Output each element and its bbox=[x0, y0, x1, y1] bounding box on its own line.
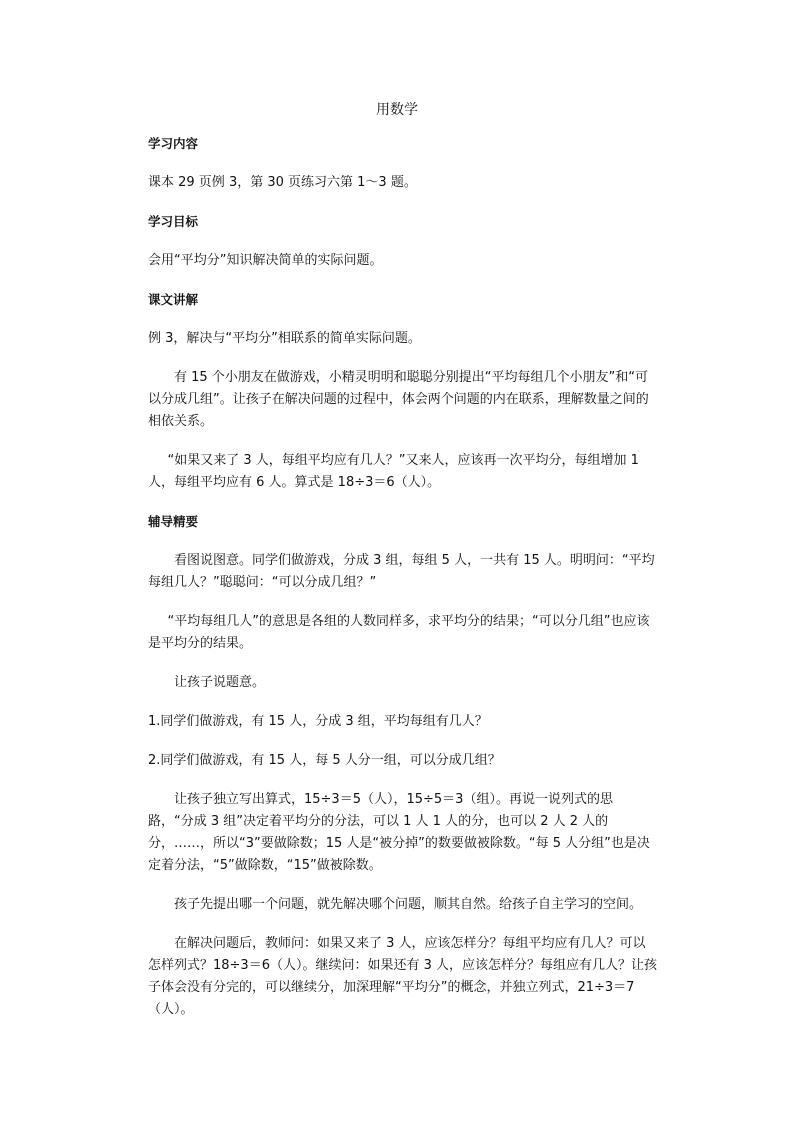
section-heading-learning-content: 学习内容 bbox=[148, 136, 199, 151]
paragraph-after-solving: 在解决问题后，教师问：如果又来了 3 人，应该怎样分？每组平均应有几人？可以怎样列式？18÷3＝6（人）。继续问：如果还有 3 人，应该怎样分？每组应有几人？让孩子体会没有分完的，可以继续分，加深理解“平均分”的概念，并独立列式，21÷3＝7（人）。 bbox=[148, 936, 658, 1017]
document-title: 用数学 bbox=[376, 102, 418, 118]
paragraph-3-more-people: “如果又来了 3 人，每组平均应有几人？”又来人，应该再一次平均分，每组增加 1 人，每组平均应有 6 人。算式是 18÷3＝6（人）。 bbox=[148, 453, 639, 490]
document-body bbox=[148, 133, 658, 1038]
paragraph-average-meaning: “平均每组几人”的意思是各组的人数同样多，求平均分的结果；“可以分几组”也应该是平均分的结果。 bbox=[148, 614, 650, 651]
section-heading-lesson-explanation: 课文讲解 bbox=[148, 292, 199, 307]
paragraph-natural-order: 孩子先提出哪一个问题，就先解决哪个问题，顺其自然。给孩子自主学习的空间。 bbox=[174, 897, 643, 912]
paragraph-picture-meaning: 看图说图意。同学们做游戏，分成 3 组，每组 5 人，一共有 15 人。明明问：“平均每组几人？”聪聪问：“可以分成几组？” bbox=[148, 553, 655, 590]
section-heading-learning-goals: 学习目标 bbox=[148, 214, 199, 229]
paragraph-learning-content: 课本 29 页例 3，第 30 页练习六第 1～3 题。 bbox=[148, 175, 417, 190]
paragraph-15-children: 有 15 个小朋友在做游戏，小精灵明明和聪聪分别提出“平均每组几个小朋友”和“可以分成几组”。让孩子在解决问题的过程中，体会两个问题的内在联系，理解数量之间的相依关系。 bbox=[148, 370, 649, 429]
list-item-question-1: 1.同学们做游戏，有 15 人，分成 3 组，平均每组有几人？ bbox=[148, 714, 488, 729]
paragraph-state-problem: 让孩子说题意。 bbox=[174, 675, 266, 690]
section-heading-tutoring-essentials: 辅导精要 bbox=[148, 514, 199, 529]
paragraph-example-3: 例 3，解决与“平均分”相联系的简单实际问题。 bbox=[148, 331, 421, 346]
list-item-question-2: 2.同学们做游戏，有 15 人，每 5 人分一组，可以分成几组？ bbox=[148, 753, 501, 768]
paragraph-learning-goals: 会用“平均分”知识解决简单的实际问题。 bbox=[148, 253, 383, 268]
paragraph-write-equations: 让孩子独立写出算式，15÷3＝5（人），15÷5＝3（组）。再说一说列式的思路，“分成 3 组”决定着平均分的分法，可以 1 人 1 人的分，也可以 2 人 2 人的分，……，所以“3”要做除数；15 人是“被分掉”的数要做被除数。“每 5 人分组”也是决定着分法，“5”做除数，“15”做被除数。 bbox=[148, 792, 650, 873]
